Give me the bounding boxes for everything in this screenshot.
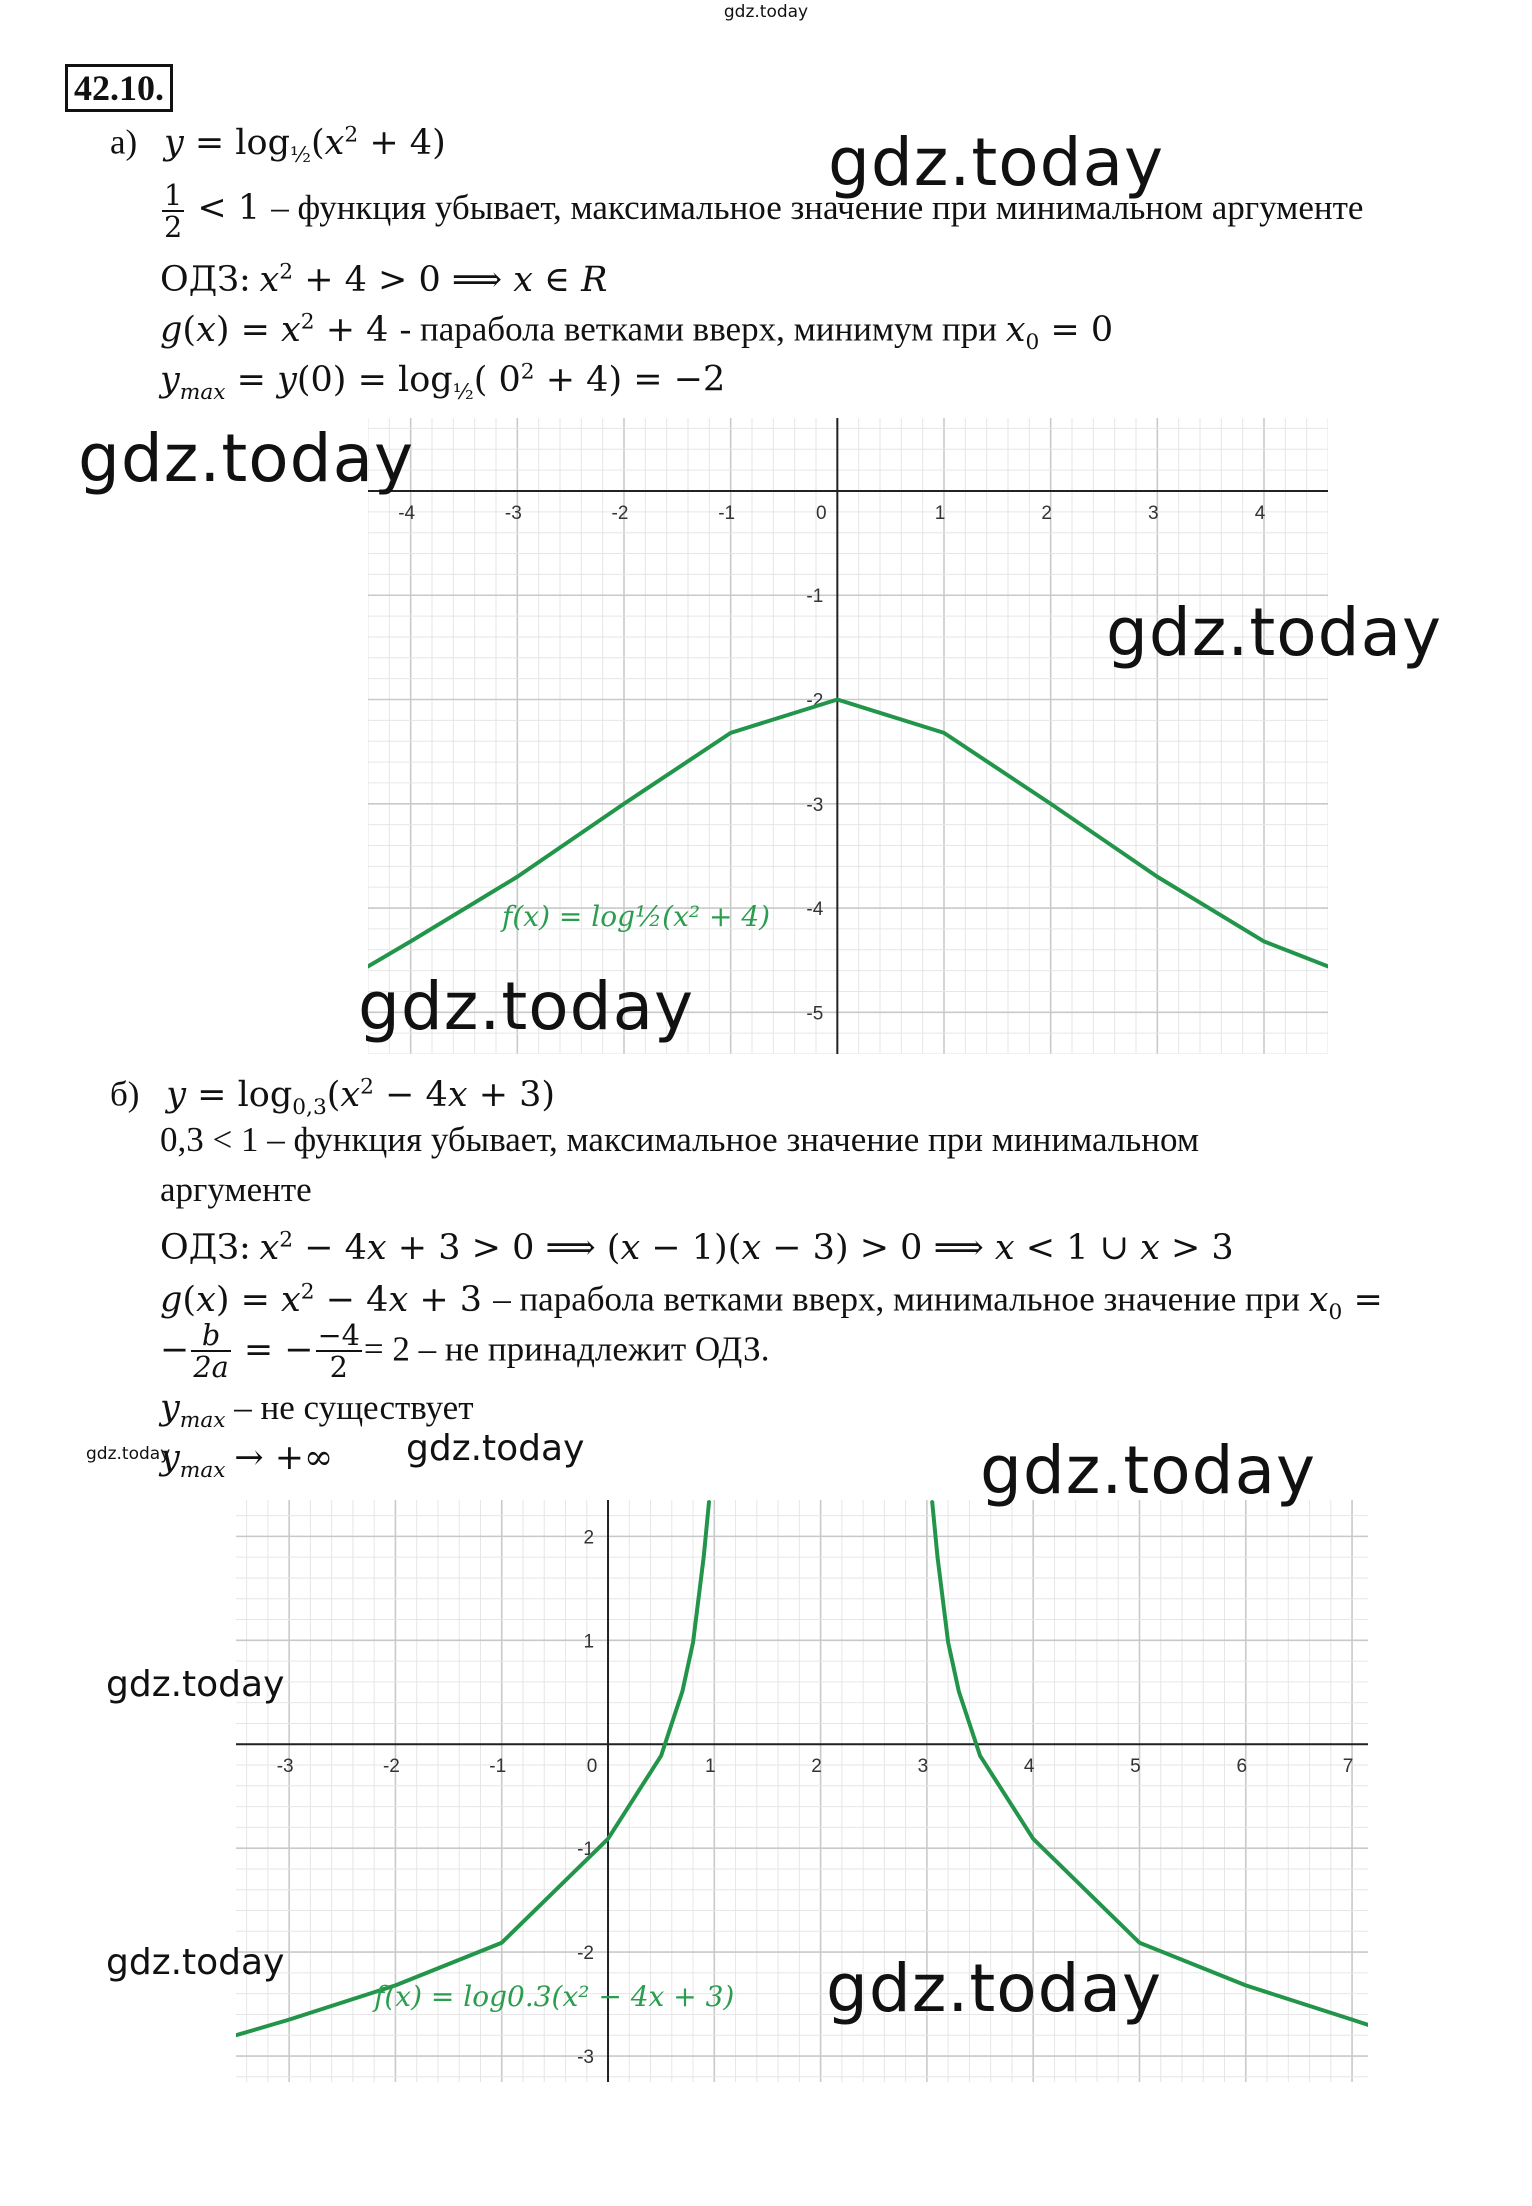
chart-a-x-tick-label: 4	[1254, 502, 1266, 524]
chart-b-series-line	[932, 1502, 1368, 2025]
chart-b-x-tick-label: 0	[586, 1756, 598, 1778]
chart-b-x-tick-label: 5	[1130, 1756, 1141, 1778]
chart-b-x-tick-label: 4	[1023, 1756, 1035, 1778]
chart-b-legend: f(x) = log0.3(x² − 4x + 3)	[374, 1980, 735, 2013]
chart-a-x-tick-label: -3	[504, 502, 522, 524]
part-b-vertex-text: = 2 – не принадлежит ОДЗ.	[363, 1329, 770, 1369]
part-a-function: $y = \log_{\frac{1}{2}}(x^2 + 4)$	[163, 122, 446, 168]
watermark: gdz.today	[1106, 594, 1443, 671]
part-a-line-5	[160, 350, 725, 415]
chart-a-x-tick-label: 2	[1041, 502, 1052, 524]
chart-a-svg	[368, 418, 1328, 1054]
part-a-odz-expr: $x^2 + 4 > 0$ ⟹ x ∈ R	[259, 259, 608, 300]
chart-b	[236, 1500, 1368, 2082]
chart-b-x-tick-label: 6	[1236, 1756, 1248, 1778]
chart-b-x-tick-label: -3	[276, 1756, 294, 1778]
chart-b-y-tick-label: 2	[583, 1527, 595, 1549]
part-b-odz-label: ОДЗ:	[160, 1227, 251, 1268]
part-a-odz-label: ОДЗ:	[160, 259, 251, 300]
part-b-ymax-text: – не существует	[234, 1388, 474, 1427]
chart-a-legend: f(x) = log½(x² + 4)	[502, 900, 771, 933]
part-a-decreasing-text: – функция убывает, максимальное значение при минимальном аргументе	[271, 188, 1364, 228]
watermark: gdz.today	[828, 124, 1165, 201]
part-b-x0-expr: $x_0$ =	[1308, 1279, 1383, 1325]
chart-a-x-tick-label: 3	[1148, 502, 1159, 524]
chart-b-y-tick-label: -3	[577, 2047, 595, 2069]
chart-b-x-tick-label: 3	[917, 1756, 929, 1778]
watermark: gdz.today	[826, 1950, 1163, 2027]
part-b-ymax-symbol: $y_{max}$	[160, 1388, 226, 1433]
watermark: gdz.today	[980, 1432, 1317, 1509]
watermark: gdz.today	[358, 968, 695, 1045]
part-a-parabola-text: - парабола ветками вверх, минимум при	[399, 309, 997, 349]
chart-a-y-tick-label: -2	[806, 690, 824, 712]
watermark: gdz.today	[106, 1942, 285, 1983]
chart-b-y-tick-label: 1	[583, 1631, 595, 1653]
chart-b-y-tick-label: -1	[577, 1839, 595, 1861]
part-b-parabola-text: – парабола ветками вверх, минимальное значение при	[493, 1279, 1301, 1319]
chart-a-x-tick-label: -2	[611, 502, 629, 524]
chart-b-x-tick-label: 1	[705, 1756, 716, 1778]
chart-a-x-tick-label: 1	[934, 502, 946, 524]
part-a-title	[110, 113, 446, 178]
chart-a-x-tick-label: -1	[718, 502, 736, 524]
chart-a-x-tick-label: -4	[398, 502, 416, 524]
part-b-g-expr: $g(x) = x^2 - 4x + 3$	[160, 1279, 494, 1320]
watermark: gdz.today	[106, 1664, 285, 1705]
watermark: gdz.today	[406, 1428, 585, 1469]
part-b-line-3	[160, 1218, 1234, 1270]
chart-b-x-tick-label: -1	[489, 1756, 507, 1778]
chart-b-series-line	[236, 1502, 709, 2035]
fraction-one-half: $\frac{1}{2}$	[164, 178, 183, 245]
problem-number: 42.10.	[65, 64, 173, 112]
part-b-ymax-symbol-2: $y_{max}$	[160, 1438, 226, 1483]
site-watermark-top: gdz.today	[723, 2, 809, 22]
chart-b-x-tick-label: 7	[1342, 1756, 1354, 1778]
chart-a-y-tick-label: -3	[806, 794, 824, 816]
part-a-line-2: $\frac{1}{2}$ < 1 – функция убывает, максимальное значение при минимальном аргументе	[164, 178, 1364, 245]
part-a-g-expr: $g(x) = x^2 + 4$	[160, 309, 400, 350]
part-b-label: б)	[110, 1074, 140, 1114]
chart-a	[368, 418, 1328, 1054]
part-b-line-2b: аргументе	[160, 1170, 312, 1209]
part-b-vertex-expr: − $\frac{b}{2a}$ = − $\frac{-4}{2}$	[160, 1318, 360, 1385]
part-b-function: $y = \log_{0,3}(x^2 - 4x + 3)$	[166, 1074, 556, 1120]
chart-a-y-tick-label: -1	[806, 586, 824, 608]
chart-a-y-tick-label: -5	[806, 1003, 824, 1025]
watermark: gdz.today	[78, 420, 415, 497]
part-a-x0-expr: $x_0 = 0$	[1005, 309, 1114, 355]
part-b-line-2a: 0,3 < 1 – функция убывает, максимальное значение при минимальном	[160, 1120, 1199, 1159]
fraction-minus4-over-2: $\frac{-4}{2}$	[317, 1318, 360, 1385]
part-a-ymax-value: = −2	[633, 359, 726, 400]
chart-a-x-tick-label: 0	[816, 502, 827, 524]
chart-b-x-tick-label: -2	[382, 1756, 400, 1778]
chart-a-y-tick-label: -4	[806, 899, 824, 921]
watermark: gdz.today	[86, 1444, 171, 1464]
fraction-b-over-2a: $\frac{b}{2a}$	[193, 1318, 229, 1385]
chart-b-x-tick-label: 2	[811, 1756, 822, 1778]
part-a-label: а)	[110, 122, 138, 162]
part-a-line-3	[160, 250, 607, 302]
part-a-ymax-expr: $y_{max} = y(0) = \log_{\frac{1}{2}}$( $0^2 + 4$)	[160, 359, 634, 405]
chart-b-y-tick-label: -2	[577, 1943, 595, 1965]
part-b-odz-expr: $x^2 - 4x + 3 > 0$ ⟹ (x − 1)(x − 3) > 0 ⟹ x < 1 ∪ x > 3	[259, 1227, 1234, 1268]
part-b-line-5	[160, 1318, 770, 1385]
part-b-ymax-limit: → +∞	[234, 1438, 334, 1478]
part-b-line-7	[160, 1436, 333, 1493]
